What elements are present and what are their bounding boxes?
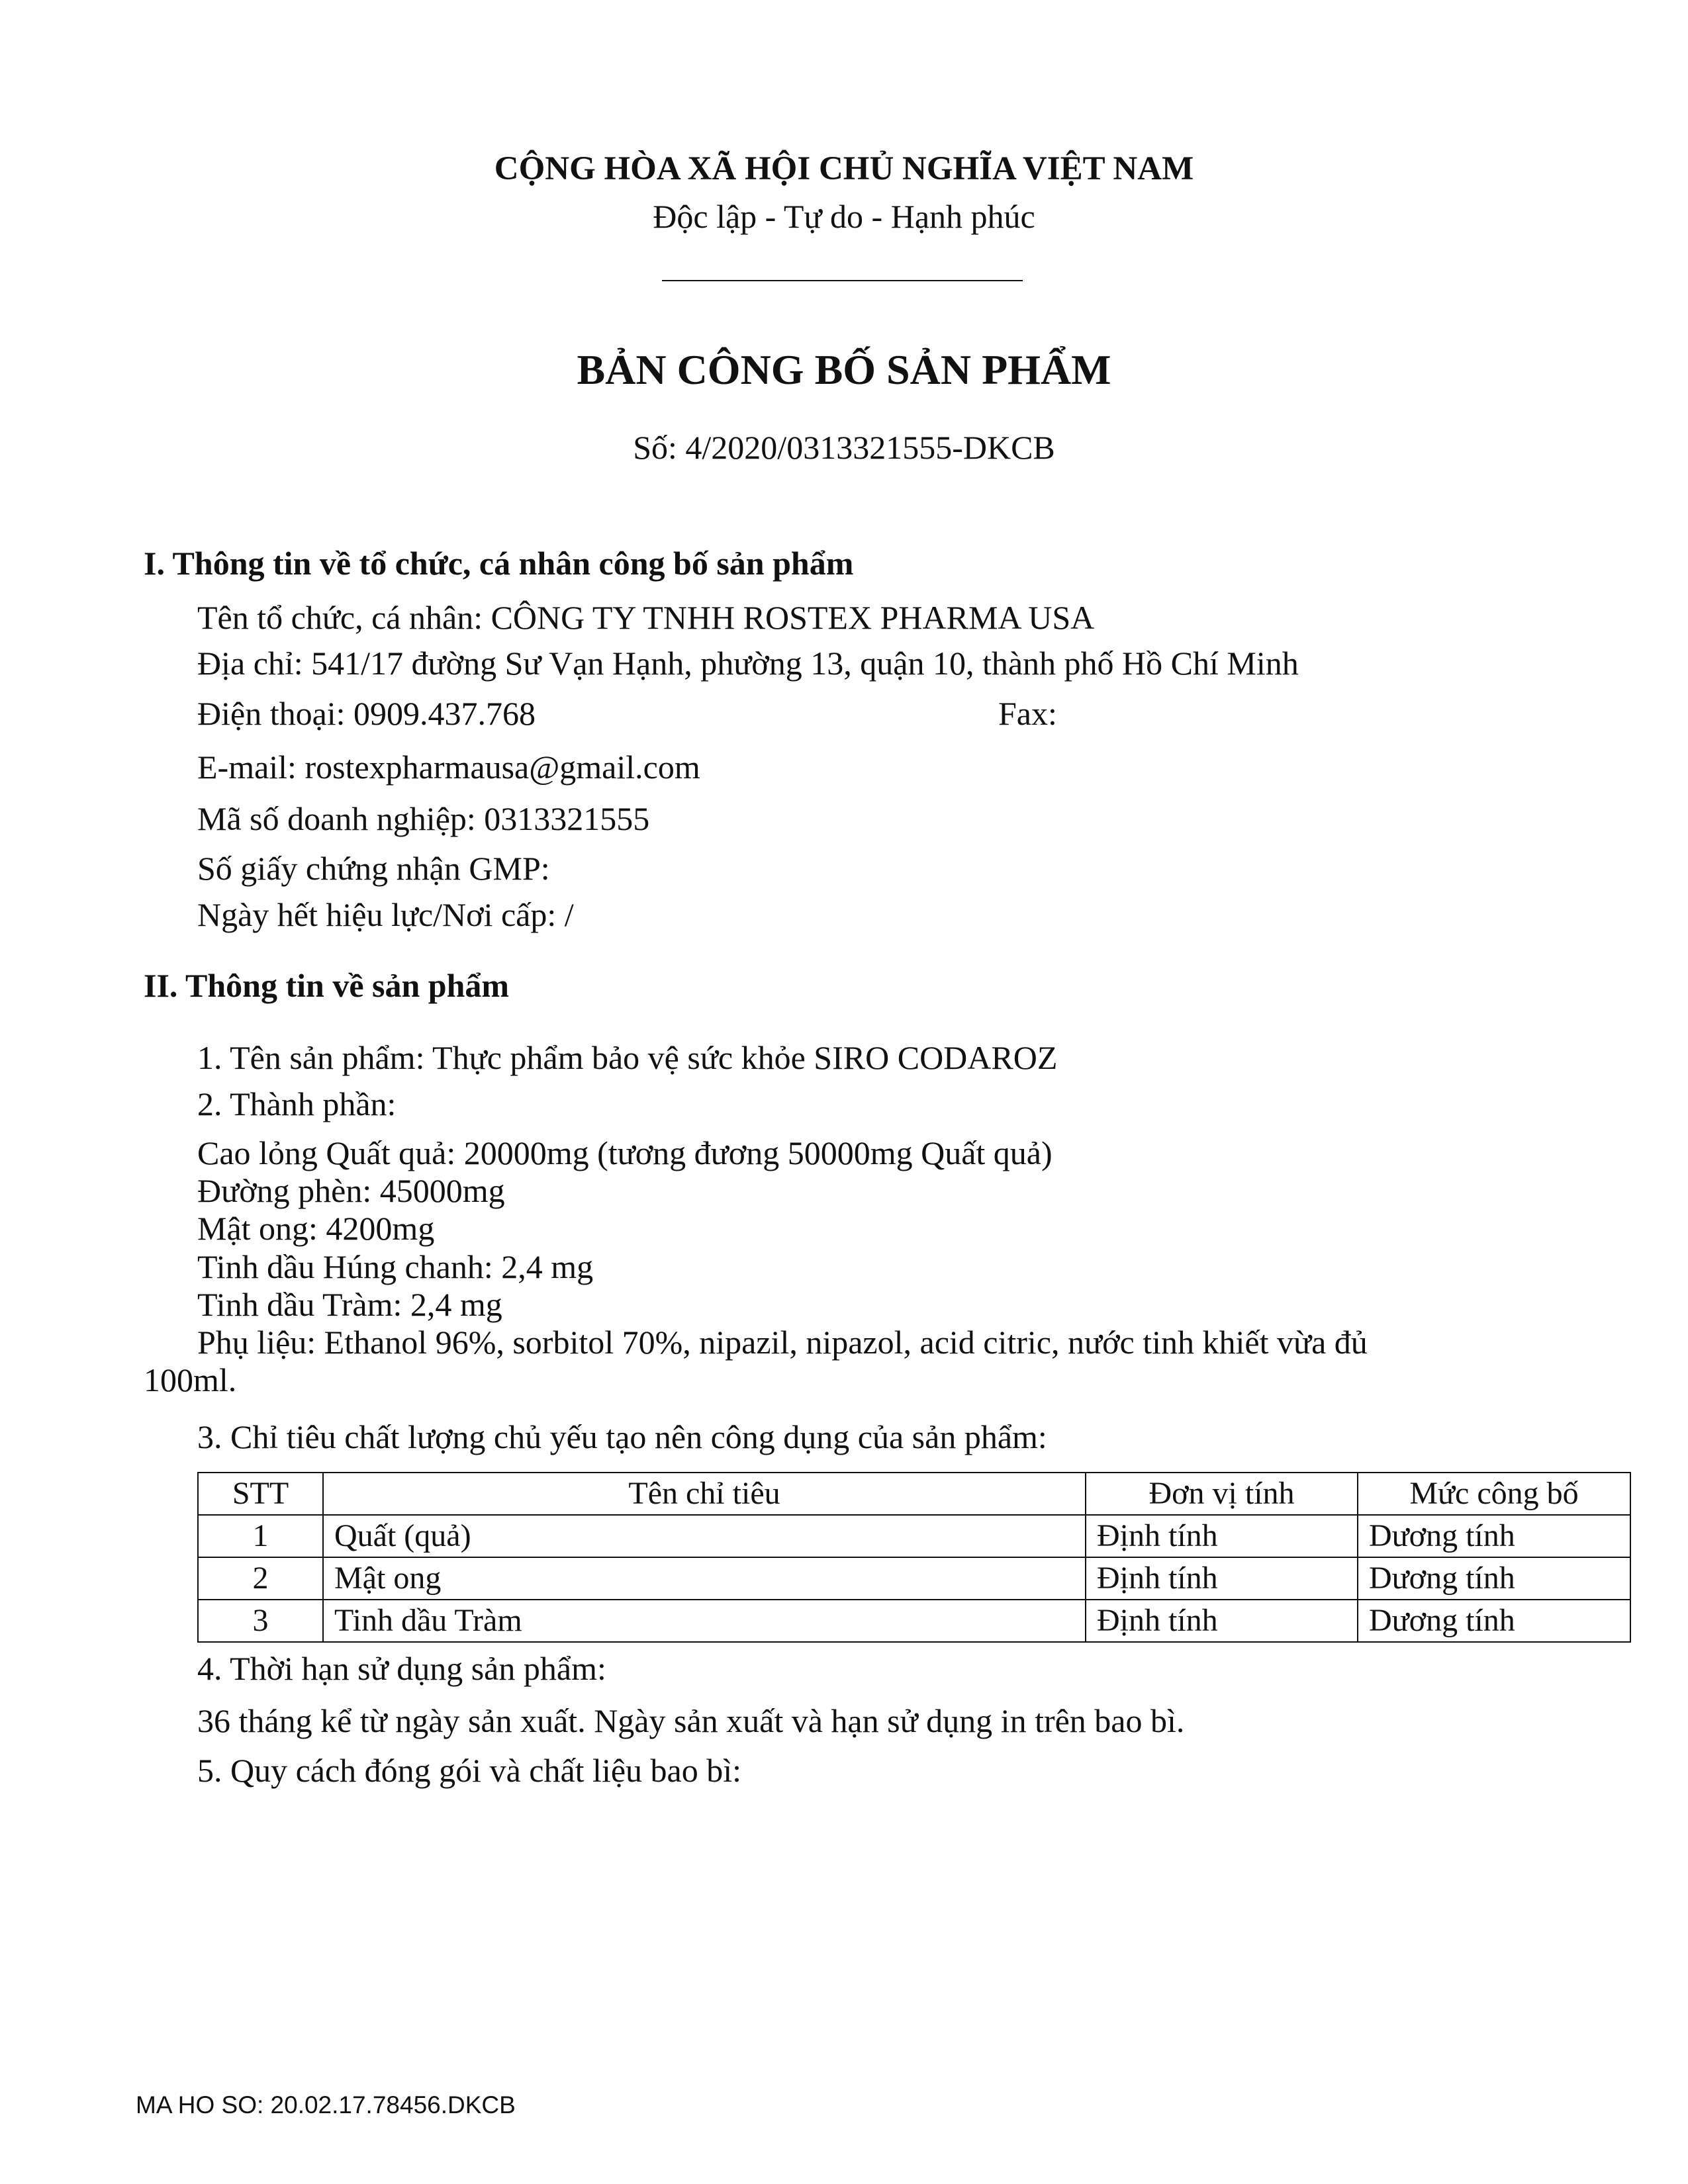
file-code-footer: MA HO SO: 20.02.17.78456.DKCB: [136, 2091, 516, 2118]
cell-unit: Định tính: [1086, 1515, 1358, 1557]
shelf-life-heading: 4. Thời hạn sử dụng sản phẩm:: [197, 1650, 606, 1687]
table-row: [198, 1557, 1630, 1600]
packaging-heading: 5. Quy cách đóng gói và chất liệu bao bì:: [197, 1752, 741, 1789]
cell-declared-level: Dương tính: [1358, 1515, 1630, 1557]
cell-declared-level: Dương tính: [1358, 1600, 1630, 1642]
contact-line: [197, 697, 1521, 730]
cell-unit: Định tính: [1086, 1557, 1358, 1600]
section2-heading: II. Thông tin về sản phẩm: [144, 967, 510, 1004]
header-divider: [662, 280, 1023, 281]
document-number: Số: 4/2020/0313321555-DKCB: [633, 429, 1055, 466]
table-row: [198, 1515, 1630, 1557]
ingredient-item: Mật ong: 4200mg: [197, 1210, 435, 1247]
ingredients-heading: 2. Thành phần:: [197, 1085, 397, 1122]
cell-stt: 1: [198, 1515, 323, 1557]
expiry-issuer: Ngày hết hiệu lực/Nơi cấp: /: [197, 896, 574, 933]
excipients: Phụ liệu: Ethanol 96%, sorbitol 70%, nipazil, nipazol, acid citric, nước tinh khiết vừa đủ: [197, 1324, 1368, 1361]
org-name: Tên tổ chức, cá nhân: CÔNG TY TNHH ROSTEX PHARMA USA: [197, 599, 1095, 636]
business-code: Mã số doanh nghiệp: 0313321555: [197, 800, 650, 837]
quality-criteria-table: [197, 1472, 1631, 1643]
excipients-continued: 100ml.: [144, 1361, 237, 1398]
cell-criterion: Tinh dầu Tràm: [323, 1600, 1086, 1642]
table-row: [198, 1600, 1630, 1642]
table-header-row: [198, 1473, 1630, 1515]
column-header-criterion: Tên chỉ tiêu: [323, 1473, 1086, 1515]
nation-header: CỘNG HÒA XÃ HỘI CHỦ NGHĨA VIỆT NAM: [494, 150, 1194, 187]
section1-heading: I. Thông tin về tổ chức, cá nhân công bố sản phẩm: [144, 545, 854, 582]
column-header-stt: STT: [198, 1473, 323, 1515]
fax: Fax:: [998, 695, 1057, 732]
motto: Độc lập - Tự do - Hạnh phúc: [653, 198, 1035, 235]
phone: Điện thoại: 0909.437.768: [197, 695, 536, 732]
shelf-life-text: 36 tháng kể từ ngày sản xuất. Ngày sản xuất và hạn sử dụng in trên bao bì.: [197, 1702, 1185, 1739]
ingredient-item: Tinh dầu Húng chanh: 2,4 mg: [197, 1248, 594, 1285]
cell-stt: 3: [198, 1600, 323, 1642]
cell-stt: 2: [198, 1557, 323, 1600]
column-header-declared-level: Mức công bố: [1358, 1473, 1630, 1515]
column-header-unit: Đơn vị tính: [1086, 1473, 1358, 1515]
org-address: Địa chỉ: 541/17 đường Sư Vạn Hạnh, phường 13, quận 10, thành phố Hồ Chí Minh: [197, 645, 1299, 682]
cell-declared-level: Dương tính: [1358, 1557, 1630, 1600]
quality-heading: 3. Chỉ tiêu chất lượng chủ yếu tạo nên công dụng của sản phẩm:: [197, 1418, 1047, 1455]
cell-criterion: Mật ong: [323, 1557, 1086, 1600]
gmp-certificate: Số giấy chứng nhận GMP:: [197, 850, 550, 887]
cell-unit: Định tính: [1086, 1600, 1358, 1642]
product-name: 1. Tên sản phẩm: Thực phẩm bảo vệ sức khỏe SIRO CODAROZ: [197, 1039, 1058, 1076]
ingredient-item: Đường phèn: 45000mg: [197, 1172, 505, 1209]
ingredient-item: Cao lỏng Quất quả: 20000mg (tương đương 50000mg Quất quả): [197, 1134, 1053, 1171]
cell-criterion: Quất (quả): [323, 1515, 1086, 1557]
document-title: BẢN CÔNG BỐ SẢN PHẨM: [577, 346, 1111, 393]
ingredient-item: Tinh dầu Tràm: 2,4 mg: [197, 1286, 502, 1323]
email: E-mail: rostexpharmausa@gmail.com: [197, 749, 700, 786]
